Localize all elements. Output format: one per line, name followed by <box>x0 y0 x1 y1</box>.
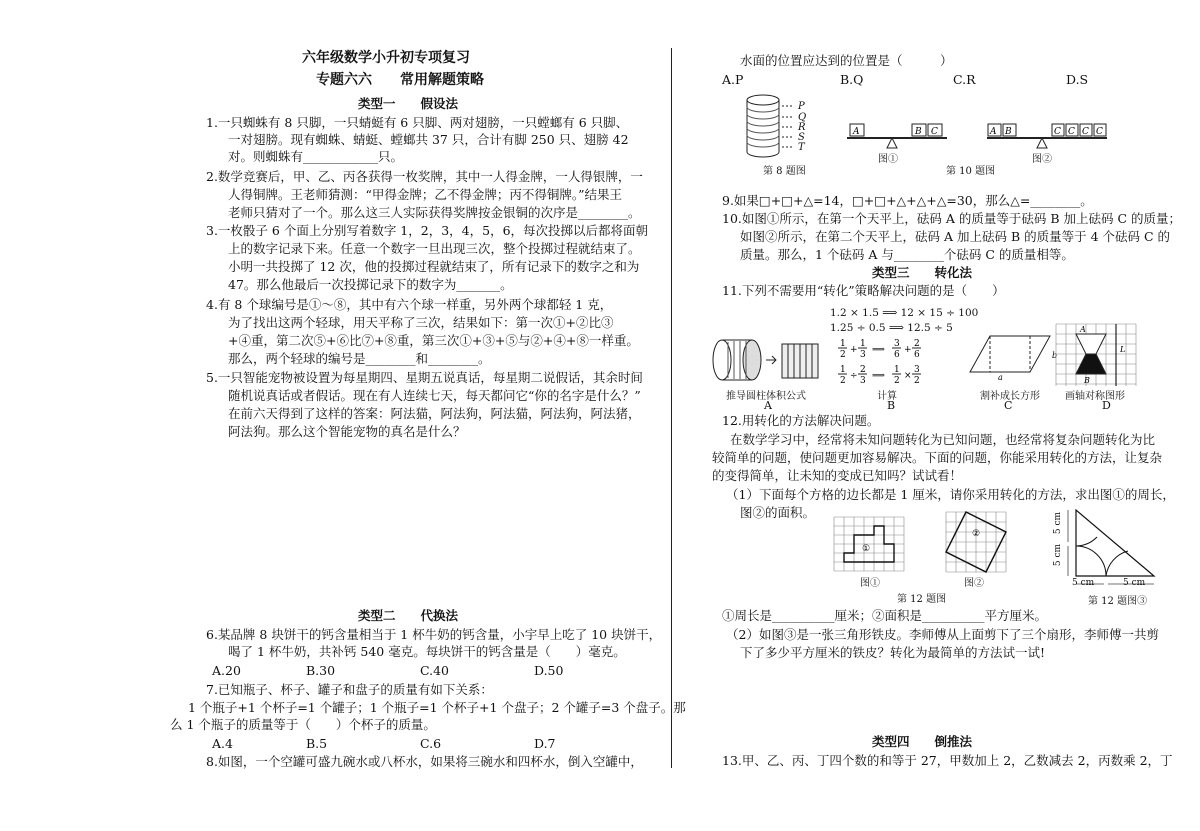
figure-8-cylinder <box>738 92 818 162</box>
figure-11d-grid <box>1054 322 1140 388</box>
option-c: C.40 <box>420 663 449 678</box>
svg-text:C: C <box>931 127 938 137</box>
question-4-line: 4.有 8 个球编号是①～⑧，其中有六个球一样重，另外两个球都轻 1 克， <box>206 297 613 312</box>
svg-text:A: A <box>1080 325 1086 334</box>
figure-10-label-1: 图① <box>878 154 898 165</box>
figure-8-caption: 第 8 题图 <box>763 166 806 177</box>
svg-text:2: 2 <box>894 376 900 386</box>
q12-text-line: 在数学学习中，经常将未知问题转化为已知问题，也经常将复杂问题转化为比 <box>730 432 1156 447</box>
figure-10-label-2: 图② <box>1032 154 1052 165</box>
question-4-line: 为了找出这两个轻球，用天平称了三次，结果如下：第一次①+②比③ <box>228 315 614 330</box>
svg-text:3: 3 <box>894 339 900 349</box>
fig8-label-q: Q <box>798 112 807 123</box>
option-c: C.R <box>953 72 976 87</box>
question-11: 11.下列不需要用“转化”策略解决问题的是（ ） <box>722 283 1005 298</box>
question-10-line: 质量。那么，1 个砝码 A 与________个砝码 C 的质量相等。 <box>740 247 1074 262</box>
section-heading-3: 类型三 转化法 <box>872 265 973 280</box>
svg-text:2: 2 <box>840 350 846 360</box>
column-divider <box>671 48 672 768</box>
fig8-label-p: P <box>798 101 805 112</box>
question-3-line: 小明一共投掷了 12 次，他的投掷过程就结束了，所有记录下的数字之和为 <box>228 259 640 274</box>
q11-caption-b: 计算 <box>877 391 897 402</box>
q11-caption-c: 割补成长方形 <box>980 391 1040 402</box>
question-12: 12.用转化的方法解决问题。 <box>722 413 880 428</box>
svg-text:2: 2 <box>860 365 866 375</box>
question-10-line: 10.如图①所示，在第一个天平上，砝码 A 的质量等于砝码 B 加上砝码 C 的质量； <box>722 211 1181 226</box>
fig8-label-s: S <box>798 132 805 143</box>
option-b: B.30 <box>306 663 336 678</box>
question-3-line: 47。那么他最后一次投掷记录下的数字为_______。 <box>228 277 513 292</box>
question-5-line: 5.一只智能宠物被设置为每星期四、星期五说真话，每星期二说假话，其余时间 <box>206 370 643 385</box>
fig12-dim-left-top: 5 cm <box>1053 511 1064 535</box>
svg-text:+: + <box>850 345 858 355</box>
fig12-dim-bottom-left: 5 cm <box>1072 578 1095 588</box>
q11-caption-d: 画轴对称图形 <box>1065 391 1125 402</box>
question-1-line: 1.一只蜘蛛有 8 只脚，一只蜻蜓有 6 只脚、两对翅膀，一只螳螂有 6 只脚、 <box>206 115 629 130</box>
svg-text:②: ② <box>972 529 981 539</box>
question-13: 13.甲、乙、丙、丁四个数的和等于 27，甲数加上 2，乙数减去 2，丙数乘 2，丁 <box>722 753 1173 768</box>
svg-text:1: 1 <box>840 339 846 349</box>
q12-text-line: 的变得简单，让未知的变成已知吗？试试看！ <box>712 468 963 483</box>
svg-text:①: ① <box>862 544 871 554</box>
svg-text:÷: ÷ <box>850 371 858 381</box>
figure-12-2-label: 图② <box>964 578 984 589</box>
svg-text:⟹: ⟹ <box>872 345 885 355</box>
svg-text:3: 3 <box>914 365 920 375</box>
option-d: D.7 <box>534 736 556 751</box>
fig12-dim-bottom-right: 5 cm <box>1123 578 1146 588</box>
svg-text:b: b <box>1052 351 1058 360</box>
q11-letter-c: C <box>1004 399 1013 412</box>
q11-letter-a: A <box>764 399 772 412</box>
fig12-dim-left-bottom: 5 cm <box>1053 543 1064 567</box>
question-3-line: 3.一枚骰子 6 个面上分别写着数字 1，2，3，4，5，6，每次投掷以后都将面朝 <box>206 223 649 238</box>
option-a: A.P <box>722 72 744 87</box>
option-d: D.S <box>1066 72 1089 87</box>
q12-part2-line: 下了多少平方厘米的铁皮？转化为最简单的方法试一试! <box>740 645 1046 660</box>
question-1-line: 对。则蜘蛛有____________只。 <box>228 149 404 164</box>
q12-part2-line: （2）如图③是一张三角形铁皮。李师傅从上面剪下了三个扇形，李师傅一共剪 <box>726 627 1159 642</box>
question-9: 9.如果□+□+△=14，□+□+△+△+△=30，那么△=________。 <box>722 193 1093 208</box>
question-8-line: 8.如图，一个空罐可盛九碗水或八杯水，如果将三碗水和四杯水，倒入空罐中， <box>206 754 643 769</box>
svg-text:B: B <box>1084 376 1090 385</box>
page-title: 六年级数学小升初专项复习 <box>302 50 470 66</box>
page-subtitle: 专题六六 常用解题策略 <box>316 72 484 88</box>
question-7-line: 么 1 个瓶子的质量等于（ ）个杯子的质量。 <box>170 717 436 732</box>
section-heading-2: 类型二 代换法 <box>358 608 459 623</box>
question-6-line: 6.某品牌 8 块饼干的钙含量相当于 1 杯牛奶的钙含量，小宇早上吃了 10 块饼干， <box>206 627 662 642</box>
figure-12-3-caption: 第 12 题图③ <box>1088 596 1148 607</box>
question-4-line: 那么，两个轻球的编号是________和________。 <box>228 351 491 366</box>
figure-11b-fractions <box>838 336 948 388</box>
question-5-line: 在前六天得到了这样的答案：阿法猫，阿法狗，阿法猫，阿法狗，阿法猪， <box>228 406 641 421</box>
option-d: D.50 <box>534 663 564 678</box>
section-heading-4: 类型四 倒推法 <box>872 734 973 749</box>
svg-text:a: a <box>998 373 1003 380</box>
question-2-line: 老师只猜对了一个。那么这三人实际获得奖牌按金银铜的次序是________。 <box>228 205 641 220</box>
svg-text:C: C <box>1082 127 1089 137</box>
svg-text:B: B <box>1005 127 1012 137</box>
svg-text:×: × <box>904 371 912 381</box>
q12-answer-blanks: ①周长是__________厘米；②面积是__________平方厘米。 <box>722 608 1048 623</box>
question-2-line: 人得铜牌。王老师猜测：“甲得金牌；乙不得金牌；丙不得铜牌。”结果王 <box>228 187 623 202</box>
svg-text:+: + <box>904 345 912 355</box>
q12-part1-line: 图②的面积。 <box>740 505 816 520</box>
option-a: A.20 <box>212 663 241 678</box>
option-b: B.5 <box>306 736 328 751</box>
svg-text:3: 3 <box>860 350 866 360</box>
svg-text:2: 2 <box>914 339 920 349</box>
svg-text:6: 6 <box>914 350 920 360</box>
figure-12-2-grid <box>944 510 1010 574</box>
svg-text:1: 1 <box>860 339 866 349</box>
figure-10-caption: 第 10 题图 <box>946 166 996 177</box>
svg-text:A: A <box>853 127 860 137</box>
svg-text:1: 1 <box>894 365 900 375</box>
question-8-continued: 水面的位置应达到的位置是（ ） <box>740 53 953 68</box>
figure-12-1-label: 图① <box>860 578 880 589</box>
figure-11c-parallelogram <box>968 330 1058 380</box>
svg-text:2: 2 <box>840 376 846 386</box>
question-3-line: 上的数字记录下来。任意一个数字一旦出现三次，整个投掷过程就结束了。 <box>228 241 641 256</box>
question-7-line: 7.已知瓶子、杯子、罐子和盘子的质量有如下关系： <box>206 682 493 697</box>
option-a: A.4 <box>212 736 233 751</box>
svg-text:A: A <box>990 127 997 137</box>
question-5-line: 阿法狗。那么这个智能宠物的真名是什么？ <box>228 424 466 439</box>
figure-12-caption: 第 12 题图 <box>897 594 947 605</box>
svg-text:1: 1 <box>840 365 846 375</box>
q12-text-line: 较简单的问题，使问题更加容易解决。下面的问题，你能采用转化的方法，让复杂 <box>712 450 1163 465</box>
question-7-line: 1 个瓶子+1 个杯子=1 个罐子；1 个瓶子=1 个杯子+1 个盘子；2 个罐子=3 个盘子。那 <box>188 700 686 715</box>
question-4-line: +④重，第二次⑤+⑥比⑦+⑧重，第三次①+③+⑤与②+④+⑧一样重。 <box>228 333 639 348</box>
svg-text:C: C <box>1054 127 1061 137</box>
option-c: C.6 <box>420 736 442 751</box>
svg-text:B: B <box>915 127 922 137</box>
q11-letter-b: B <box>887 399 896 412</box>
figure-12-1-grid <box>832 515 912 573</box>
svg-text:L: L <box>1120 345 1126 354</box>
q12-part1-line: （1）下面每个方格的边长都是 1 厘米，请你采用转化的方法，求出图①的周长， <box>726 487 1175 502</box>
q11-letter-d: D <box>1102 399 1111 412</box>
svg-text:6: 6 <box>894 350 900 360</box>
fig8-label-r: R <box>798 122 806 133</box>
question-10-line: 如图②所示，在第二个天平上，砝码 A 加上砝码 B 的质量等于 4 个砝码 C 的 <box>740 229 1171 244</box>
svg-text:2: 2 <box>914 376 920 386</box>
question-5-line: 随机说真话或者假话。现在有人连续七天，每天都问它“你的名字是什么？” <box>228 388 641 403</box>
q11-expression-2: 1.25 ÷ 0.5 ⟹ 12.5 ÷ 5 <box>830 322 953 334</box>
figure-11a-cylinder <box>708 336 823 386</box>
svg-text:C: C <box>1068 127 1075 137</box>
svg-text:3: 3 <box>860 376 866 386</box>
question-2-line: 2.数学竞赛后，甲、乙、丙各获得一枚奖牌，其中一人得金牌，一人得银牌，一 <box>206 169 643 184</box>
option-b: B.Q <box>840 72 864 87</box>
section-heading-1: 类型一 假设法 <box>358 96 459 111</box>
q11-caption-a: 推导圆柱体积公式 <box>726 391 806 402</box>
question-6-line: 喝了 1 杯牛奶，共补钙 540 毫克。每块饼干的钙含量是（ ）毫克。 <box>228 644 626 659</box>
fig8-label-t: T <box>798 142 805 153</box>
svg-text:⟹: ⟹ <box>872 371 885 381</box>
q11-expression-1: 1.2 × 1.5 ⟹ 12 × 15 ÷ 100 <box>830 307 979 319</box>
svg-text:C: C <box>1096 127 1103 137</box>
question-1-line: 一对翅膀。现有蜘蛛、蜻蜓、螳螂共 37 只，合计有脚 250 只、翅膀 42 <box>228 132 629 147</box>
